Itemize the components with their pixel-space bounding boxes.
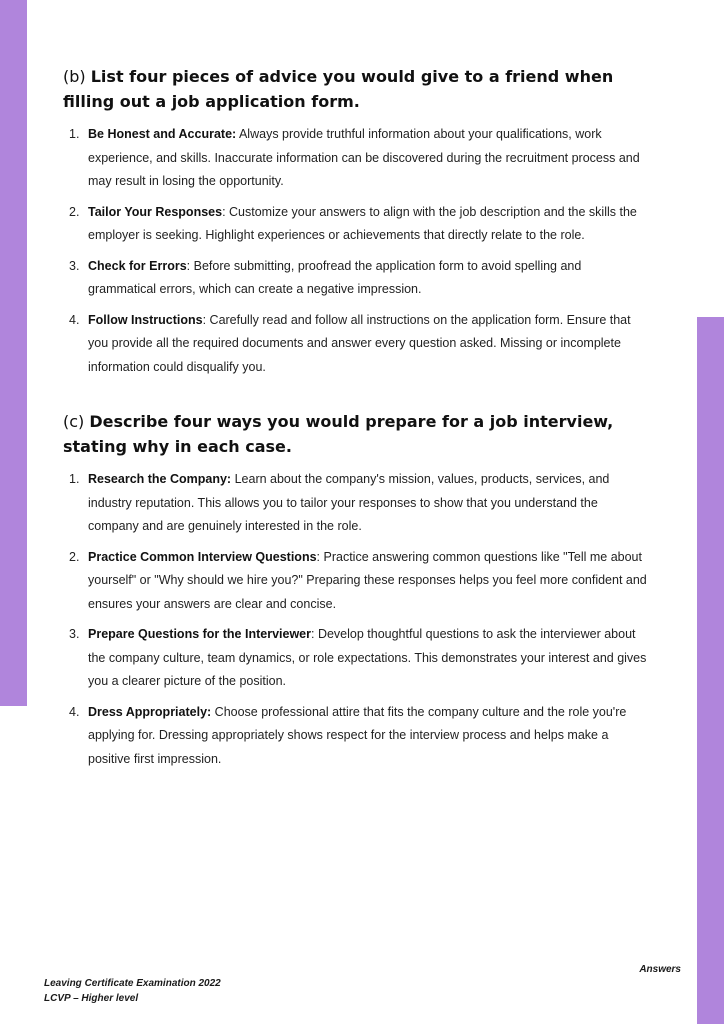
- answer-content: [63, 64, 648, 778]
- item-number: 1.: [69, 472, 80, 486]
- item-term: Be Honest and Accurate:: [88, 127, 237, 141]
- item-number: 2.: [69, 204, 80, 219]
- item-text: : Practice answering common questions like "Tell me about yourself" or "Why should we hire you?" Preparing these responses helps you feel more confident and ensures your answers are clear and concise.: [88, 549, 647, 611]
- list-item: [63, 546, 648, 617]
- item-term: Tailor Your Responses: [88, 204, 223, 219]
- list-item: [63, 623, 648, 694]
- item-number: 2.: [69, 549, 80, 564]
- item-text: Choose professional attire that fits the company culture and the role you're applying for. Dressing appropriately shows respect for the interview process and helps make a positive first impression.: [88, 704, 627, 766]
- section-c: [63, 409, 648, 771]
- left-accent-bar: [0, 0, 27, 706]
- section-c-question: Describe four ways you would prepare for a job interview, stating why in each case.: [63, 412, 614, 456]
- item-term: Practice Common Interview Questions: [88, 549, 317, 564]
- item-number: 1.: [69, 127, 80, 141]
- list-item: [63, 309, 648, 380]
- item-text: : Carefully read and follow all instructions on the application form. Ensure that you provide all the required documents and answer every question asked. Missing or incomplete information could disqualify you.: [88, 312, 631, 374]
- item-text: Always provide truthful information about your qualifications, work experience, and skills. Inaccurate information can be discovered during the recruitment process and may result in losing the opportunity.: [88, 127, 640, 188]
- list-item: [63, 123, 648, 194]
- section-b-heading: [63, 64, 648, 114]
- item-number: 4.: [69, 704, 80, 719]
- item-term: Follow Instructions: [88, 312, 203, 327]
- footer-exam-line: Leaving Certificate Examination 2022: [44, 978, 221, 989]
- item-number: 4.: [69, 312, 80, 327]
- list-item: [63, 468, 648, 539]
- item-term: Dress Appropriately:: [88, 704, 212, 719]
- item-term: Research the Company:: [88, 472, 232, 486]
- list-item: [63, 701, 648, 772]
- list-item: [63, 255, 648, 302]
- section-b-prefix: (b): [63, 67, 86, 86]
- section-c-heading: [63, 409, 648, 459]
- item-text: Learn about the company's mission, values, products, services, and industry reputation. This allows you to tailor your responses to show that you understand the company and are genuinely interested in the role.: [88, 472, 610, 533]
- item-text: : Before submitting, proofread the application form to avoid spelling and grammatical errors, which can create a negative impression.: [88, 258, 582, 296]
- footer-answers-label: Answers: [639, 964, 681, 975]
- section-c-list: [63, 468, 648, 771]
- section-b-question: List four pieces of advice you would give to a friend when filling out a job application form.: [63, 67, 614, 111]
- footer-exam-info: [44, 976, 221, 1006]
- section-b-list: [63, 123, 648, 379]
- item-term: Check for Errors: [88, 258, 187, 273]
- section-c-prefix: (c): [63, 412, 85, 431]
- item-number: 3.: [69, 627, 80, 641]
- right-accent-bar: [697, 317, 724, 1024]
- item-number: 3.: [69, 258, 80, 273]
- item-text: : Customize your answers to align with the job description and the skills the employer is seeking. Highlight experiences or achievements that directly relate to the role.: [88, 204, 637, 242]
- section-b: [63, 64, 648, 379]
- item-term: Prepare Questions for the Interviewer: [88, 627, 311, 641]
- footer-level-line: LCVP – Higher level: [44, 993, 139, 1004]
- item-text: : Develop thoughtful questions to ask the interviewer about the company culture, team dynamics, or role expectations. This demonstrates your interest and gives you a clearer picture of the position.: [88, 627, 647, 688]
- list-item: [63, 201, 648, 248]
